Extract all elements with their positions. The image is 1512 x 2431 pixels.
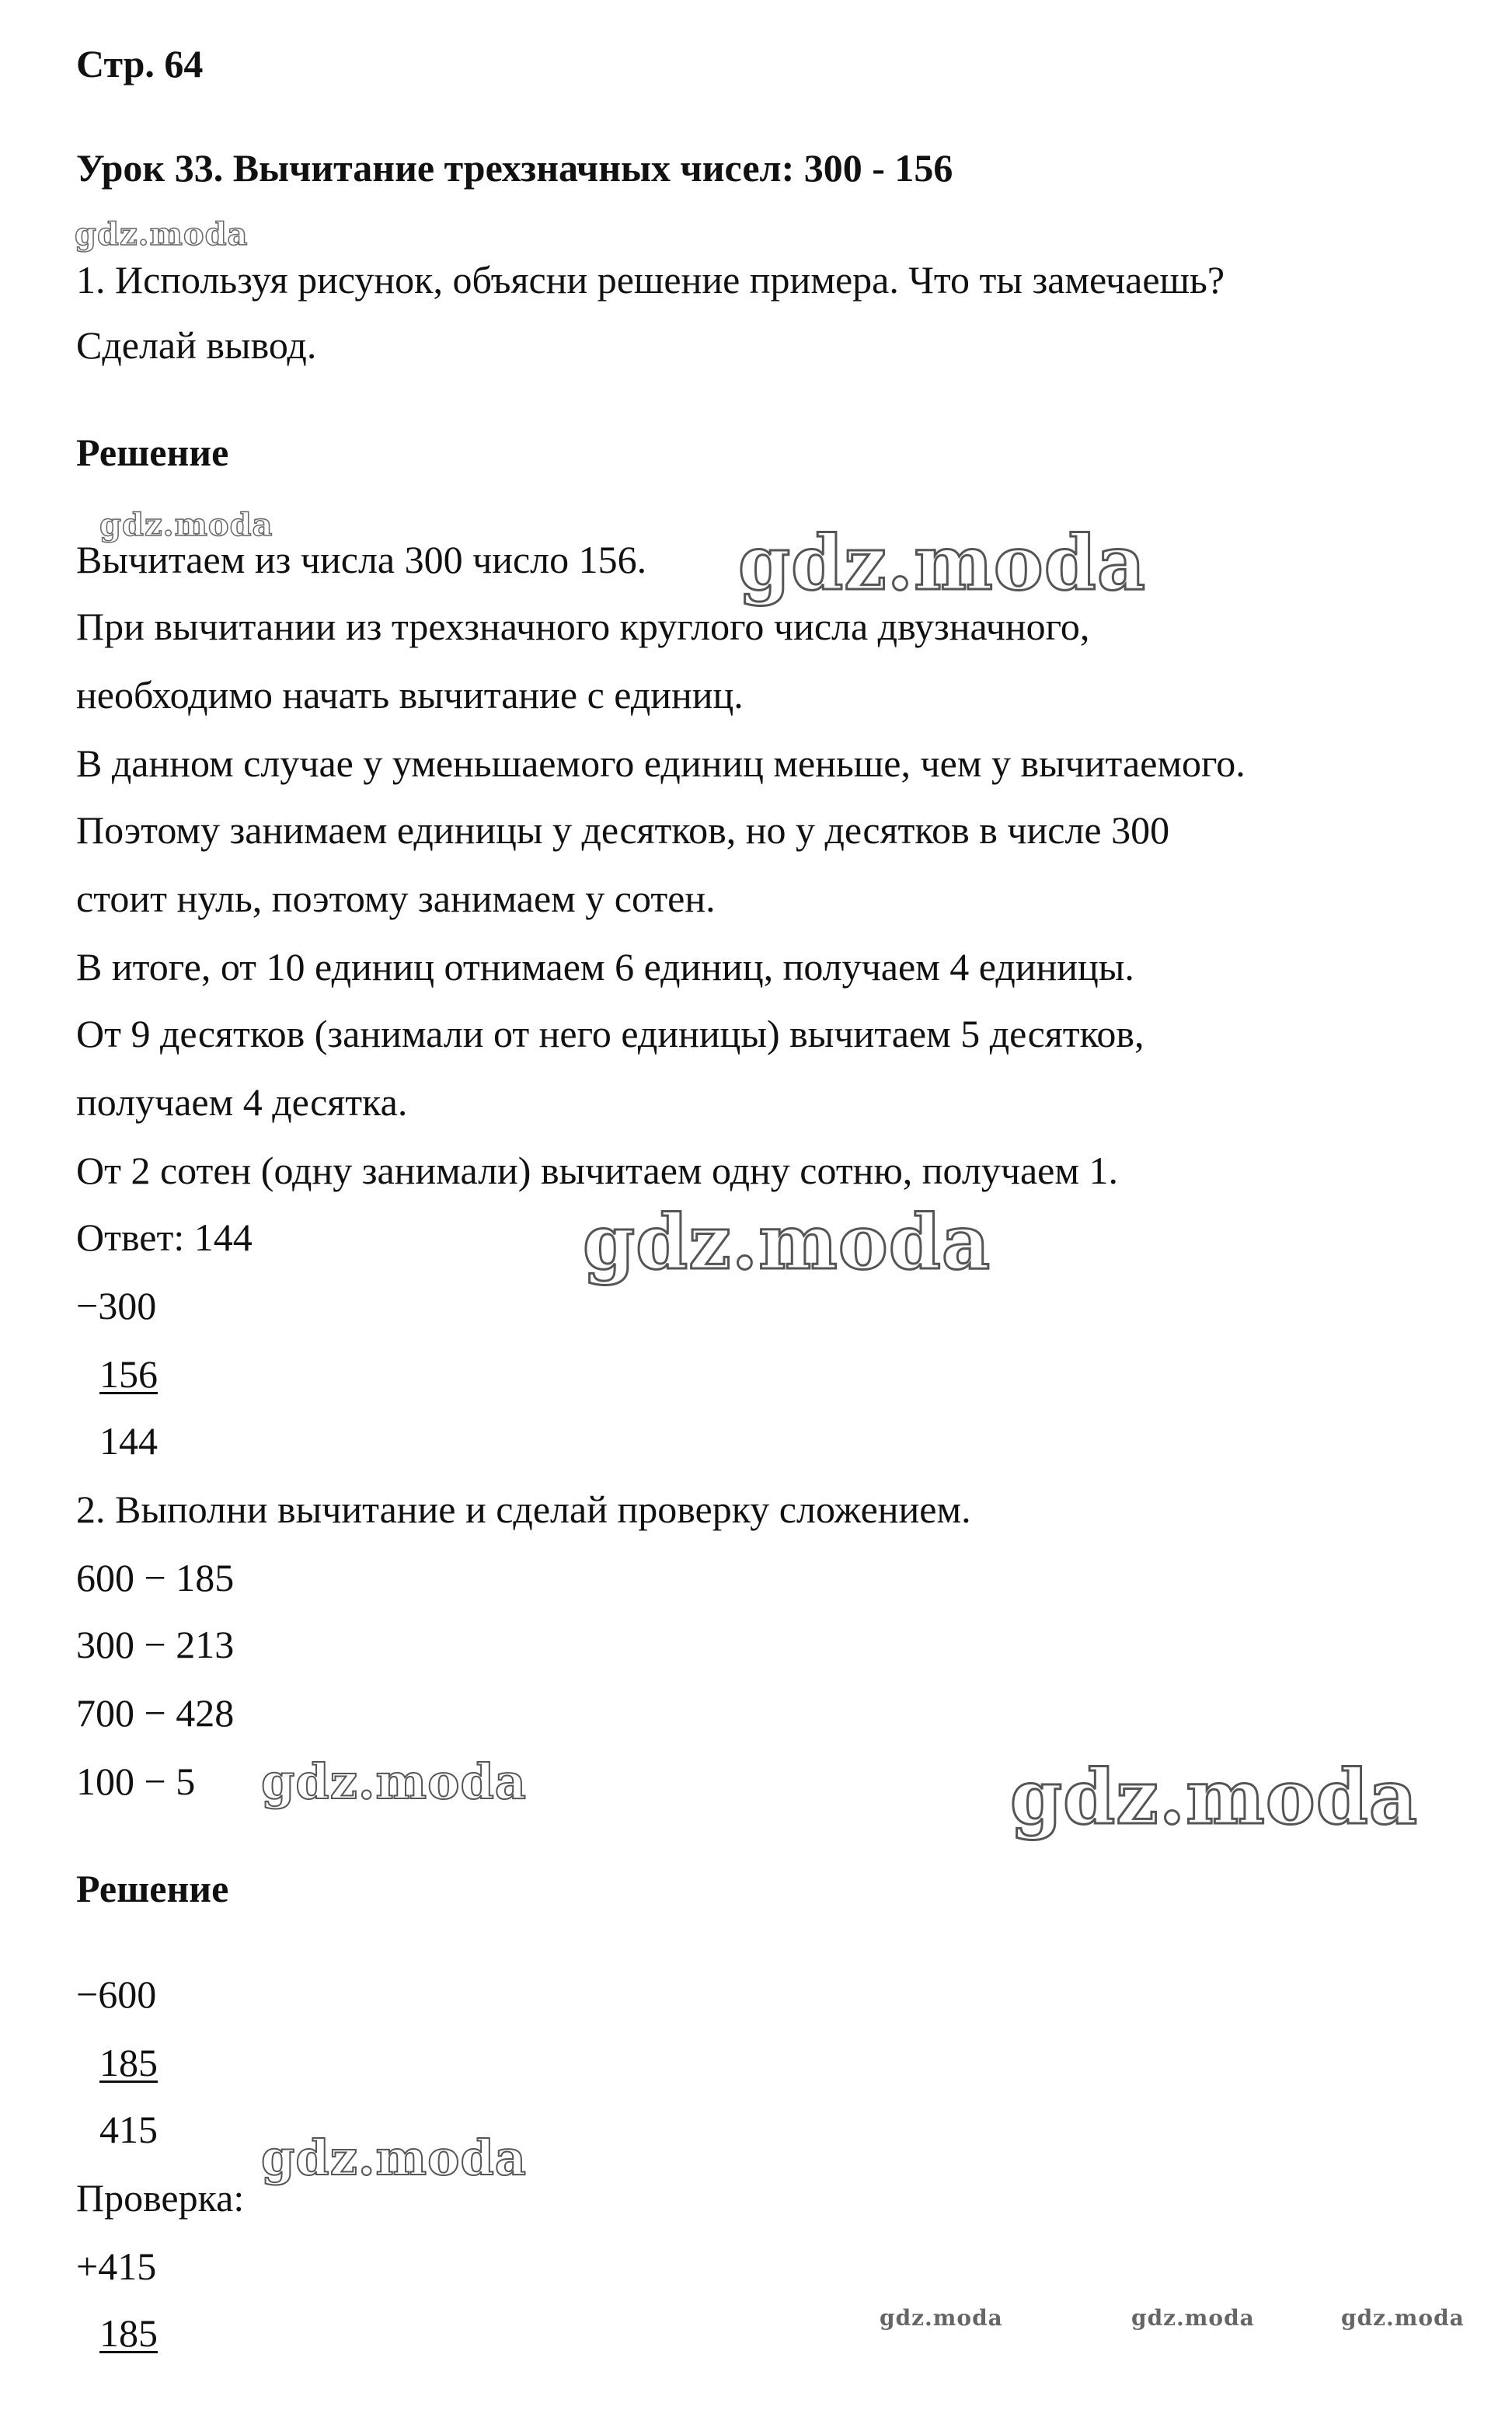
column2-minuend: −600 <box>76 1972 157 2016</box>
watermark: gdz.moda <box>75 216 249 253</box>
solution-heading-2: Решение <box>76 1867 229 1910</box>
watermark: gdz.moda <box>261 1753 527 1810</box>
watermark: gdz.moda <box>261 2129 527 2186</box>
solution1-line8: От 9 десятков (занимали от него единицы) вычитаем 5 десятков, <box>76 1012 1144 1055</box>
solution1-line4: В данном случае у уменьшаемого единиц меньше, чем у вычитаемого. <box>76 741 1245 785</box>
solution1-line10: От 2 сотен (одну занимали) вычитаем одну сотню, получаем 1. <box>76 1149 1119 1192</box>
task2-example-2: 300 − 213 <box>76 1623 235 1666</box>
solution1-line2: При вычитании из трехзначного круглого числа двузначного, <box>76 605 1090 648</box>
lesson-title: Урок 33. Вычитание трехзначных чисел: 300 - 156 <box>76 146 953 190</box>
answer-line: Ответ: 144 <box>76 1216 253 1259</box>
task2-text: 2. Выполни вычитание и сделай проверку сложением. <box>76 1488 971 1531</box>
watermark: gdz.moda <box>1131 2305 1255 2331</box>
task2-example-4: 100 − 5 <box>76 1760 196 1803</box>
column2-result: 415 <box>99 2108 158 2151</box>
task2-example-1: 600 − 185 <box>76 1556 235 1599</box>
check-addend-1: +415 <box>76 2244 157 2288</box>
task1-text-line2: Сделай вывод. <box>76 323 317 367</box>
watermark: gdz.moda <box>583 1198 991 1286</box>
page-label: Стр. 64 <box>76 42 204 85</box>
solution1-line3: необходимо начать вычитание с единиц. <box>76 673 744 717</box>
task2-example-3: 700 − 428 <box>76 1691 235 1735</box>
column-minuend: −300 <box>76 1284 157 1327</box>
solution-heading-1: Решение <box>76 431 229 474</box>
watermark: gdz.moda <box>1010 1753 1419 1841</box>
watermark: gdz.moda <box>1341 2305 1465 2331</box>
solution1-line7: В итоге, от 10 единиц отнимаем 6 единиц, получаем 4 единицы. <box>76 945 1134 989</box>
check-addend-2: 185 <box>99 2311 158 2355</box>
solution1-line1: Вычитаем из числа 300 число 156. <box>76 538 647 581</box>
column2-subtrahend: 185 <box>99 2041 158 2084</box>
solution1-line9: получаем 4 десятка. <box>76 1080 408 1124</box>
column-subtrahend: 156 <box>99 1352 158 1396</box>
watermark: gdz.moda <box>738 519 1147 607</box>
task1-text-line1: 1. Используя рисунок, объясни решение примера. Что ты замечаешь? <box>76 258 1225 302</box>
check-label: Проверка: <box>76 2176 245 2220</box>
watermark: gdz.moda <box>99 507 273 543</box>
solution1-line5: Поэтому занимаем единицы у десятков, но у десятков в числе 300 <box>76 808 1170 852</box>
solution1-line6: стоит нуль, поэтому занимаем у сотен. <box>76 877 716 920</box>
watermark: gdz.moda <box>880 2305 1003 2331</box>
column-result: 144 <box>99 1419 158 1463</box>
